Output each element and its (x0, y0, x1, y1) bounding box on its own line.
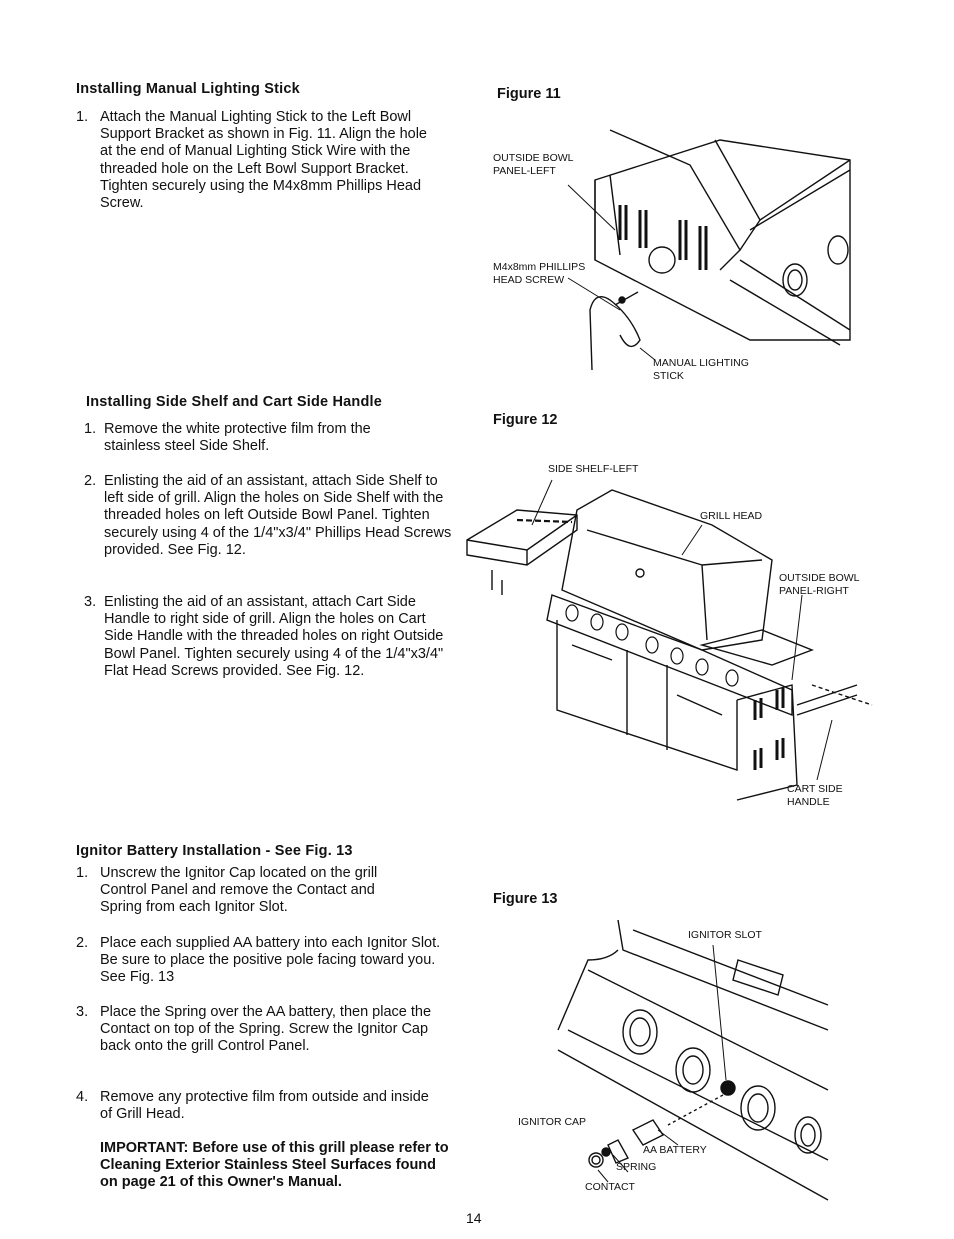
label-aa-battery: AA BATTERY (643, 1144, 707, 1156)
step-text: Enlisting the aid of an assistant, attach Side Shelf to left side of grill. Align the holes on Side Shelf with the threaded holes on left Outside Bowl Panel. Tighten securely using 4 of the 1/4"x3/4" Phillips Head Screws provided. See Fig. 12. (104, 473, 452, 558)
step-number: 4. (76, 1089, 89, 1105)
label-outside-bowl-right: OUTSIDE BOWL PANEL-RIGHT (779, 572, 860, 597)
label-side-shelf-left: SIDE SHELF-LEFT (548, 463, 639, 475)
figure-11-title: Figure 11 (497, 86, 561, 102)
step-number: 2. (84, 473, 97, 489)
figure-13-illustration (548, 920, 838, 1220)
label-manual-lighting-stick: MANUAL LIGHTING STICK (653, 357, 749, 382)
figure-13-title: Figure 13 (493, 891, 558, 907)
section-heading-manual-stick: Installing Manual Lighting Stick (76, 81, 300, 97)
step-text: Place the Spring over the AA battery, then place the Contact on top of the Spring. Screw the Ignitor Cap back onto the grill Control Panel. (100, 1004, 432, 1055)
step-text: Place each supplied AA battery into each Ignitor Slot. Be sure to place the positive pole facing toward you. See Fig. 13 (100, 935, 441, 986)
step-number: 1. (76, 865, 89, 881)
label-spring: SPRING (616, 1161, 657, 1173)
step-number: 2. (76, 935, 89, 951)
step-number: 3. (84, 594, 97, 610)
step-text: Remove the white protective film from the stainless steel Side Shelf. (104, 421, 371, 455)
step-text: Remove any protective film from outside and inside of Grill Head. (100, 1089, 429, 1123)
step-text: Enlisting the aid of an assistant, attach Cart Side Handle to right side of grill. Align the holes on Cart Side Handle with the threaded holes on right Outside Bowl Panel. Tighten securely using 4 of the 1/4"x3/4" Flat Head Screws provided. See Fig. 12. (104, 594, 444, 679)
figure-12-illustration (462, 470, 862, 800)
label-ignitor-slot: IGNITOR SLOT (688, 929, 762, 941)
step-number: 1. (84, 421, 97, 437)
important-note: IMPORTANT: Before use of this grill please refer to Cleaning Exterior Stainless Steel Surfaces found on page 21 of this Owner's Manual. (100, 1140, 449, 1191)
label-ignitor-cap: IGNITOR CAP (518, 1116, 587, 1128)
label-grill-head: GRILL HEAD (700, 510, 763, 522)
step-number: 1. (76, 109, 89, 125)
section-heading-side-shelf: Installing Side Shelf and Cart Side Handle (86, 394, 383, 410)
step-text: Attach the Manual Lighting Stick to the Left Bowl Support Bracket as shown in Fig. 11. Align the hole at the end of Manual Lighting Stick Wire with the threaded hole on the Left Bowl Support Bracket. Tighten securely using the M4x8mm Phillips Head Screw. (100, 109, 427, 212)
figure-12-title: Figure 12 (493, 412, 558, 428)
page-number: 14 (466, 1210, 482, 1226)
label-screw: M4x8mm PHILLIPS HEAD SCREW (493, 261, 586, 286)
step-text: Unscrew the Ignitor Cap located on the grill Control Panel and remove the Contact and Spring from each Ignitor Slot. (100, 865, 378, 916)
section-heading-ignitor: Ignitor Battery Installation - See Fig. 13 (76, 843, 353, 859)
step-number: 3. (76, 1004, 89, 1020)
label-contact: CONTACT (585, 1181, 635, 1193)
label-cart-side-handle: CART SIDE HANDLE (787, 783, 843, 808)
label-outside-bowl-left: OUTSIDE BOWL PANEL-LEFT (493, 152, 574, 177)
